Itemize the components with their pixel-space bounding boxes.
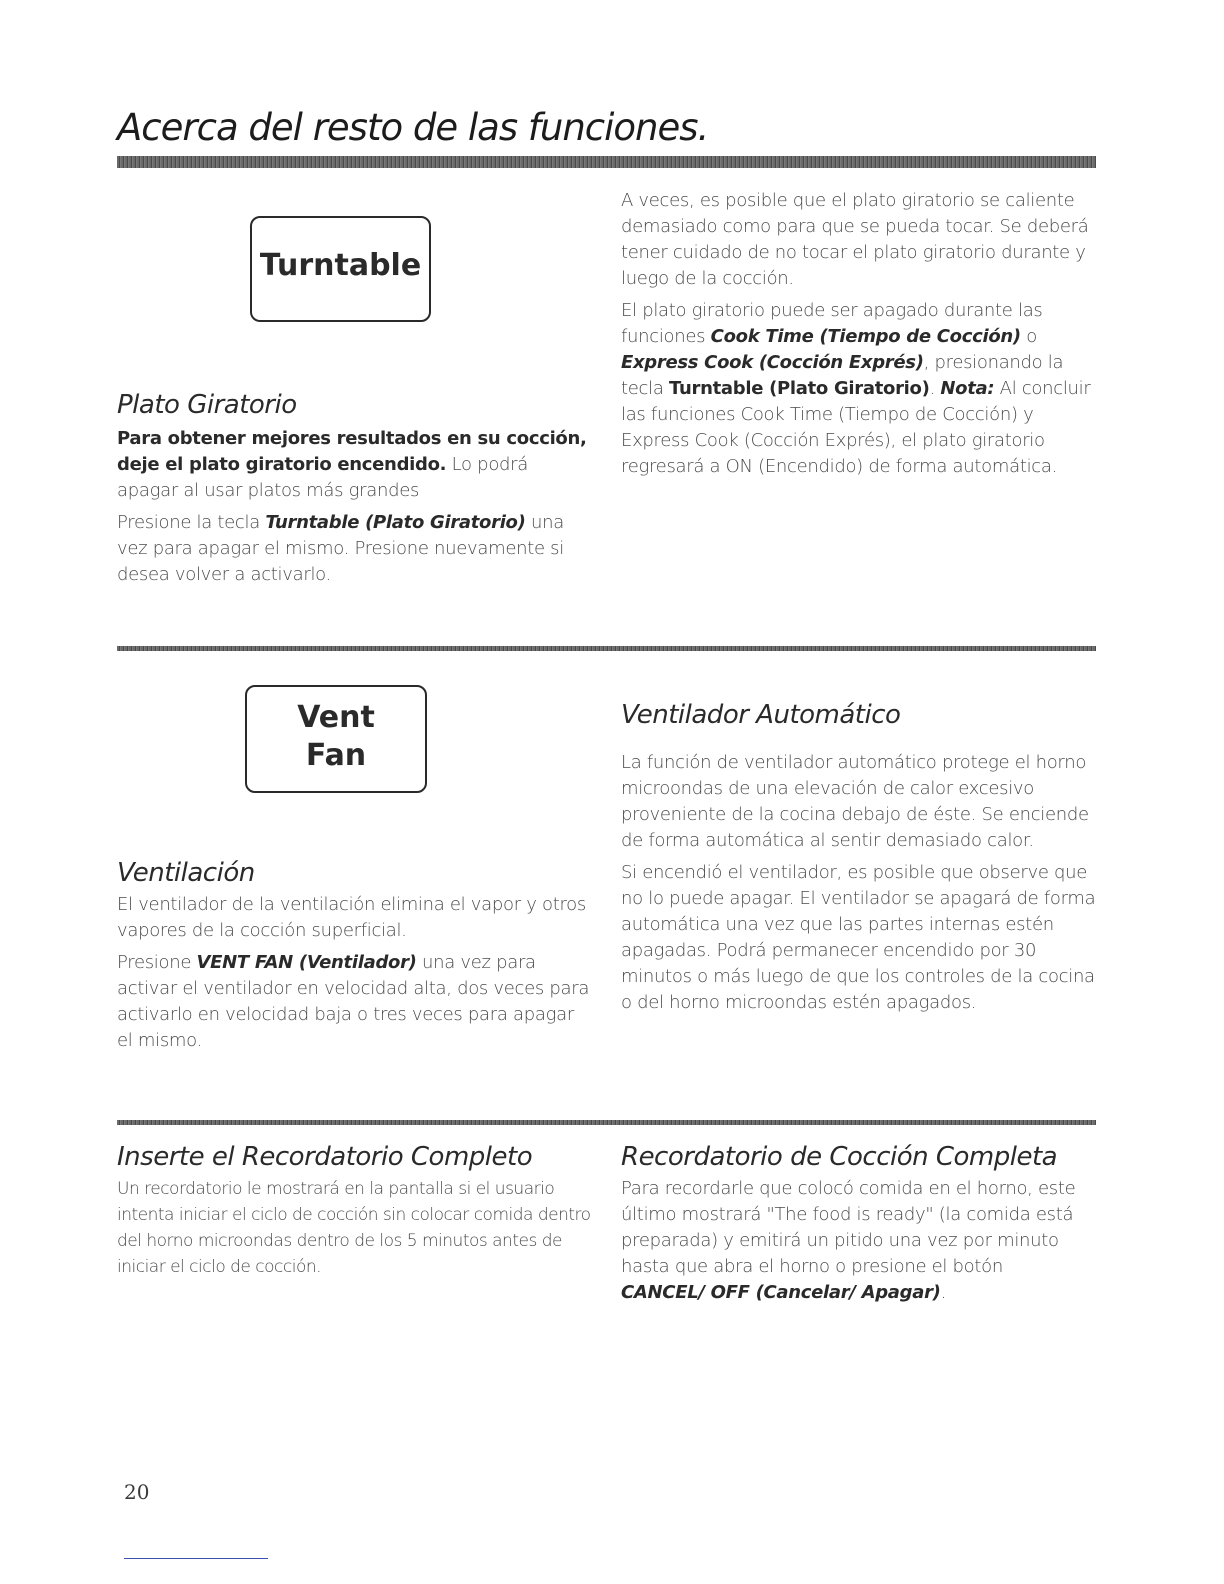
- plato-giratorio-p1: [117, 426, 592, 504]
- plato-giratorio-right-text: [621, 188, 1096, 486]
- r2-post: Al concluir las funciones Cook Time (Tiempo de Cocción) y Express Cook (Cocción Exprés), el plato giratorio regresará a ON (Encendido) de forma automática.: [621, 378, 1091, 477]
- plato-giratorio-heading: Plato Giratorio: [117, 390, 297, 420]
- turntable-key-ref-2: Turntable (Plato Giratorio): [668, 378, 930, 399]
- recordatorio-completa-p: [621, 1176, 1091, 1306]
- r2-mid2: , presionando la tecla: [621, 352, 1064, 399]
- recordatorio-completa-text: [621, 1176, 1091, 1312]
- recordatorio-completa-post: .: [940, 1282, 947, 1303]
- vent-fan-key-illustration: [245, 685, 427, 793]
- nota-label: Nota:: [940, 378, 995, 399]
- vent-fan-key-ref: VENT FAN (Ventilador): [196, 952, 417, 973]
- ventilador-automatico-p2: Si encendió el ventilador, es posible que observe que no lo puede apagar. El ventilador se apagará de forma automática una vez que las partes internas estén apagadas. Podrá permanecer encendido por 30 minutos o más luego de que los controles de la cocina o del horno microondas estén apagados.: [621, 862, 1096, 1013]
- plato-giratorio-p2-pre: Presione la tecla: [117, 512, 266, 533]
- cancel-off-key-ref: CANCEL/ OFF (Cancelar/ Apagar): [621, 1282, 941, 1303]
- r2-pre: El plato giratorio puede ser apagado durante las funciones: [621, 300, 1043, 347]
- vent-fan-key-line1: Vent: [297, 700, 375, 735]
- r2-dot: .: [929, 378, 941, 399]
- section-divider-2: [117, 1120, 1096, 1125]
- title-rule: [117, 156, 1096, 168]
- page-title: Acerca del resto de las funciones.: [117, 106, 709, 149]
- plato-giratorio-r2: [621, 298, 1096, 480]
- turntable-key-ref: Turntable (Plato Giratorio): [265, 512, 526, 533]
- r2-mid: o: [1020, 326, 1037, 347]
- cook-time-ref: Cook Time (Tiempo de Cocción): [710, 326, 1021, 347]
- recordatorio-completa-pre: Para recordarle que colocó comida en el horno, este último mostrará "The food is ready" (la comida está preparada) y emitirá un pitido una vez por minuto hasta que abra el horno o presione el botón: [621, 1178, 1076, 1277]
- ventilacion-p2-post: una vez para activar el ventilador en velocidad alta, dos veces para activarlo en velocidad baja o tres veces para apagar el mismo.: [117, 952, 590, 1051]
- inserte-recordatorio-p: Un recordatorio le mostrará en la pantalla si el usuario intenta iniciar el ciclo de cocción sin colocar comida dentro del horno microondas dentro de los 5 minutos antes de iniciar el ciclo de cocción.: [117, 1179, 591, 1277]
- ventilacion-p2-pre: Presione: [117, 952, 197, 973]
- plato-giratorio-r1: A veces, es posible que el plato giratorio se caliente demasiado como para que se pueda tocar. Se deberá tener cuidado de no tocar el plato giratorio durante y luego de la cocción.: [621, 190, 1089, 289]
- plato-giratorio-p2-post: una vez para apagar el mismo. Presione nuevamente si desea volver a activarlo.: [117, 512, 564, 585]
- inserte-recordatorio-text: [117, 1176, 592, 1286]
- turntable-key-label: Turntable: [259, 248, 422, 283]
- ventilador-automatico-text: [621, 750, 1096, 1022]
- ventilacion-heading: Ventilación: [117, 858, 255, 888]
- plato-giratorio-p1-bold: Para obtener mejores resultados en su cocción, deje el plato giratorio encendido.: [117, 428, 587, 475]
- vent-fan-key-line2: Fan: [305, 738, 367, 773]
- recordatorio-completa-heading: Recordatorio de Cocción Completa: [621, 1142, 1058, 1172]
- turntable-key-illustration: [250, 216, 431, 322]
- ventilador-automatico-heading: Ventilador Automático: [621, 700, 901, 730]
- inserte-recordatorio-heading: Inserte el Recordatorio Completo: [117, 1142, 533, 1172]
- ventilacion-p2: [117, 950, 592, 1054]
- plato-giratorio-p2: [117, 510, 592, 588]
- page-number: 20: [124, 1480, 150, 1504]
- ventilacion-p1: El ventilador de la ventilación elimina el vapor y otros vapores de la cocción superficial.: [117, 894, 586, 941]
- ventilacion-text: [117, 892, 592, 1060]
- footer-link-line: [124, 1558, 268, 1559]
- plato-giratorio-text: [117, 426, 592, 594]
- plato-giratorio-p1-rest: Lo podrá apagar al usar platos más grandes: [117, 454, 528, 501]
- section-divider-1: [117, 646, 1096, 651]
- ventilador-automatico-p1: La función de ventilador automático protege el horno microondas de una elevación de calor excesivo proveniente de la cocina debajo de éste. Se enciende de forma automática al sentir demasiado calor.: [621, 752, 1089, 851]
- express-cook-ref: Express Cook (Cocción Exprés): [621, 352, 924, 373]
